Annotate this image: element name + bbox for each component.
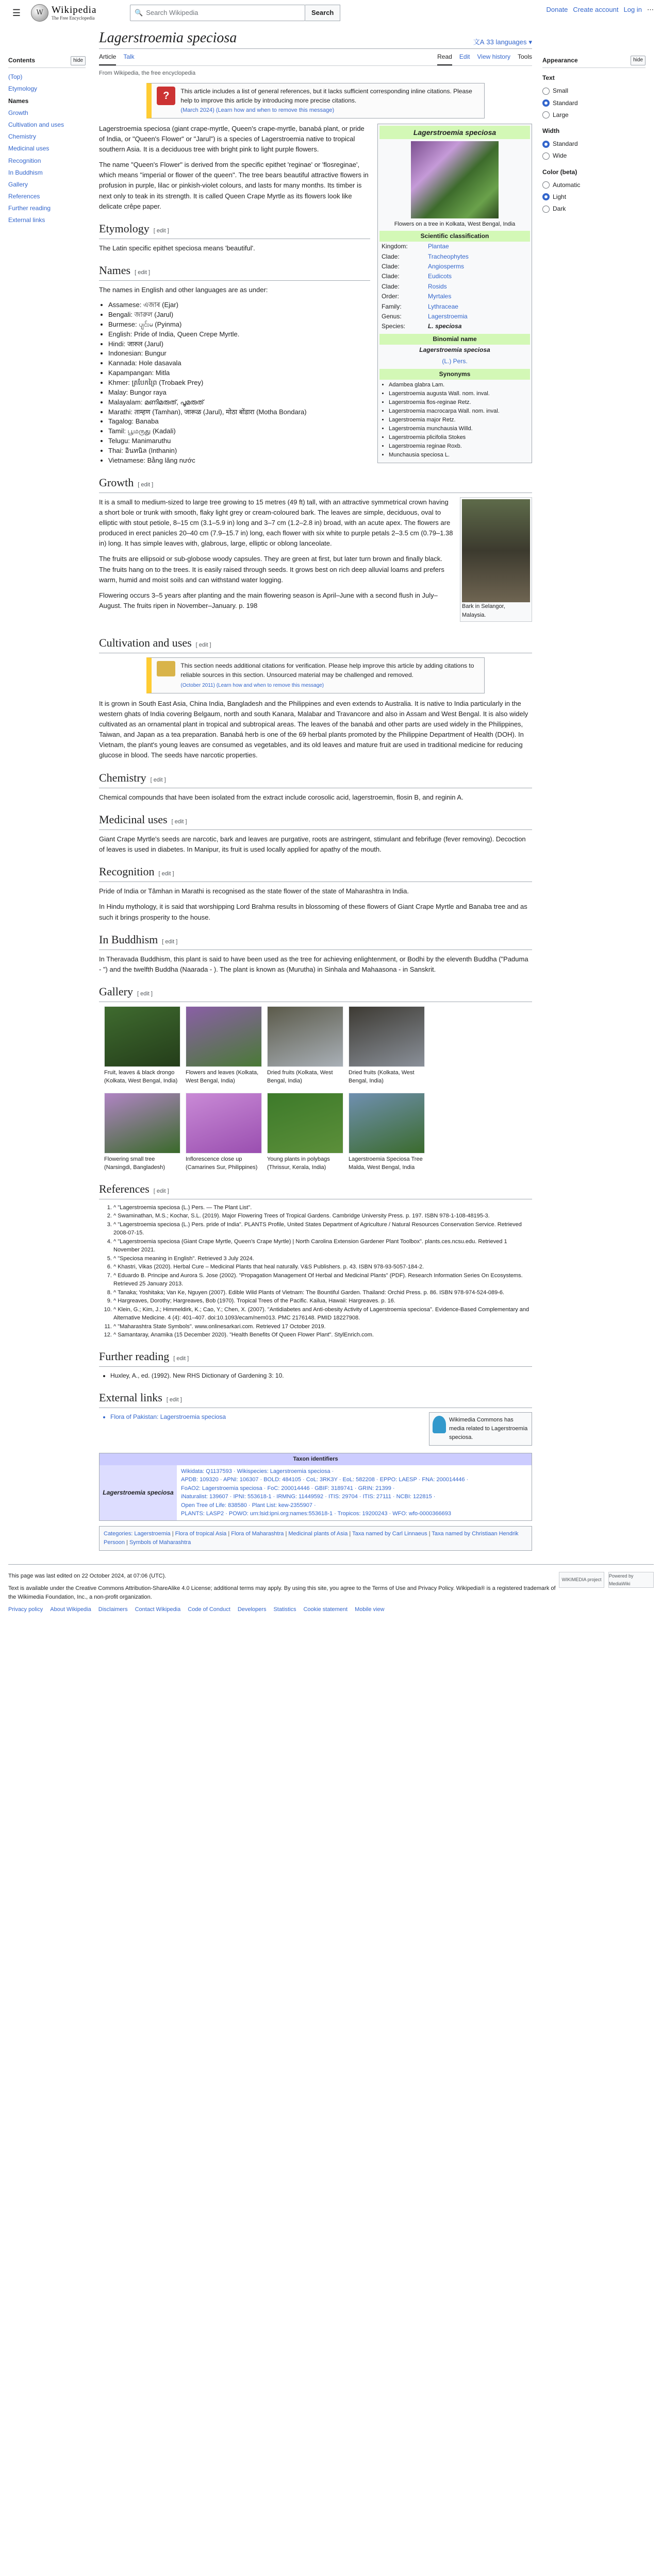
text-size-label: Text — [542, 74, 555, 82]
gallery-image[interactable] — [104, 1093, 180, 1154]
radio-option-text_opts[interactable] — [542, 109, 646, 121]
name-item: • English: Pride of India, Queen Crepe Myrtle. — [108, 330, 532, 340]
footer-link[interactable]: Disclaimers — [98, 1606, 128, 1613]
last-edited: This page was last edited on 22 October 2024, at 07:06 (UTC). — [8, 1573, 167, 1580]
names-heading — [99, 262, 370, 281]
image-gallery — [104, 1006, 532, 1172]
book-icon — [157, 661, 175, 676]
toc-hide-button[interactable]: hide — [71, 56, 86, 65]
further-reading-item: • Huxley, A., ed. (1992). New RHS Dictionary of Gardening 3: 10. — [110, 1371, 532, 1381]
radio-button-icon — [542, 141, 550, 148]
gallery-caption: Fruit, leaves & black drongo (Kolkata, West Bengal, India) — [104, 1070, 178, 1084]
toc-item[interactable]: Chemistry — [8, 133, 37, 141]
radio-option-text_opts[interactable] — [542, 97, 646, 109]
radio-option-color_opts[interactable] — [542, 191, 646, 203]
taxon-line[interactable]: Wikidata: Q1137593 · Wikispecies: Lagerstroemia speciosa · — [181, 1468, 334, 1475]
user-links — [546, 5, 654, 15]
recognition-paragraph-2: In Hindu mythology, it is said that worshipping Lord Brahma results in blossoming of these flowers of Giant Crape Myrtle and Banaba tree and as such it brings prosperity to the house. — [99, 903, 527, 921]
edit-link[interactable]: [ edit ] — [138, 481, 154, 488]
classification-row — [379, 312, 530, 321]
names-intro: The names in English and other languages are as under: — [99, 286, 268, 294]
toc-item[interactable]: Growth — [8, 109, 28, 116]
infobox-image[interactable] — [411, 141, 499, 218]
synonym-item: • Lagerstroemia macrocarpa Wall. nom. inval. — [389, 408, 528, 416]
taxon-identifiers — [99, 1453, 532, 1521]
footer-link[interactable]: Code of Conduct — [188, 1606, 230, 1613]
toc-item[interactable]: External links — [8, 216, 45, 224]
gallery-image[interactable] — [267, 1006, 343, 1067]
growth-heading — [99, 474, 532, 493]
taxon-line[interactable]: Open Tree of Life: 838580 · Plant List: kew-2355907 · — [181, 1502, 316, 1509]
radio-button-icon — [542, 88, 550, 95]
cultivation-title: Cultivation and uses — [99, 636, 192, 649]
edit-link[interactable]: [ edit ] — [162, 938, 178, 945]
intro-paragraph-2: The name "Queen's Flower" is derived from the specific epithet 'reginae' or 'flosreginae', which means "imperial or flower of the queen". The tree bears beautiful attractive flowers in profusion in purple, lilac or pinkish-violet colours, and lasts for many months. Its timber is next only to teak in its strength. It is called Queen Crape Myrtle as its flowers look like delicate crêpe paper. — [99, 161, 369, 210]
classification-value[interactable]: Lythraceae — [428, 302, 458, 310]
page-title: Lagerstroemia speciosa — [99, 30, 237, 46]
radio-button-icon — [542, 99, 550, 107]
tab-tools[interactable]: Tools — [517, 53, 532, 61]
toc-item[interactable]: Gallery — [8, 180, 28, 188]
gallery-item — [104, 1093, 180, 1172]
classification-row — [379, 302, 530, 312]
cultivation-paragraph: It is grown in South East Asia, China India, Bangladesh and the Philippines and even extends to Australia. It is native to India particularly in the western ghats of India covering Belgaum, north and south Kanara, Malabar and Travancore and also in Assam and West Bengal. It is also widely cultivated as an ornamental plant in tropical and subtropical areas. The leaves of the banabá and other parts are used widely in the Philippines, Taiwan, and Japan as a tea preparation. Banabá herb is one of the 69 herbal plants promoted by the Philippine Department of Health (DOH). In Vietnam, the plant's young leaves are consumed as vegetables, and its old leaves and mature fruit are used in traditional medicine for reducing glucose in blood. The seeds have narcotic properties. — [99, 699, 528, 759]
classification-value[interactable]: Eudicots — [428, 273, 452, 280]
radio-button-icon — [542, 206, 550, 213]
gallery-image[interactable] — [349, 1093, 425, 1154]
classification-value[interactable]: Plantae — [428, 243, 449, 250]
table-of-contents — [8, 26, 86, 1551]
article-main — [99, 26, 532, 1551]
medicinal-text: Giant Crape Myrtle's seeds are narcotic, bark and leaves are purgative, roots are astringent, stimulant and febrifuge (fever removing). Decoction of leaves is used in diabetes. In Manipur, its fruit is used locally applied for apathy of the mouth. — [99, 835, 526, 853]
classification-rank: Genus: — [382, 313, 402, 320]
main-menu-icon[interactable]: ☰ — [12, 7, 21, 18]
gallery-heading — [99, 983, 532, 1002]
logo-name: Wikipedia — [52, 4, 97, 15]
reference-item: 11. ^ "Maharashtra State Symbols". www.onlinesarkari.com. Retrieved 17 October 2019. — [113, 1323, 532, 1331]
synonym-item: • Adambea glabra Lam. — [389, 381, 528, 389]
binomial-authority[interactable]: (L.) Pers. — [442, 357, 468, 365]
name-item: • Marathi: ताम्हण (Tamhan), जारूळ (Jarul), मोठा बोंडारा (Motha Bondara) — [108, 408, 532, 417]
search-form — [130, 5, 340, 21]
reference-item: 1. ^ "Lagerstroemia speciosa (L.) Pers. — The Plant List". — [113, 1204, 532, 1212]
radio-label: Large — [553, 111, 569, 118]
synonym-item: • Lagerstroemia augusta Wall. nom. inval. — [389, 390, 528, 398]
name-item: • Kannada: Hole dasavala — [108, 359, 532, 368]
classification-row — [379, 282, 530, 292]
bark-image[interactable] — [462, 499, 530, 602]
external-links-title: External links — [99, 1391, 162, 1404]
classification-value[interactable]: Angiosperms — [428, 263, 465, 270]
gallery-caption: Flowering small tree (Narsingdi, Bangladesh) — [104, 1156, 166, 1171]
category-link[interactable]: Lagerstroemia — [134, 1530, 171, 1537]
medicinal-title: Medicinal uses — [99, 812, 168, 826]
search-input[interactable] — [130, 5, 305, 21]
gallery-image[interactable] — [104, 1006, 180, 1067]
classification-row — [379, 252, 530, 262]
radio-label: Dark — [553, 205, 566, 213]
gallery-item — [267, 1006, 343, 1086]
reference-item: 10. ^ Klein, G.; Kim, J.; Himmeldirk, K.; Cao, Y.; Chen, X. (2007). "Antidiabetes and Anti-obesity Activity of Lagerstroemia speciosa". Evidence-Based Complementary and Alternative Medicine. 4 (4): 401–407. doi:10.1093/ecam/nem013. PMC 2176148. PMID 18227908. — [113, 1306, 532, 1323]
name-item: • Hindi: जारुल (Jarul) — [108, 340, 532, 349]
synonym-item: • Munchausia speciosa L. — [389, 451, 528, 460]
further-reading-title: Further reading — [99, 1349, 170, 1363]
radio-label: Standard — [553, 99, 578, 107]
synonym-item: • Lagerstroemia major Retz. — [389, 416, 528, 425]
radio-button-icon — [542, 181, 550, 189]
infobox-caption: Flowers on a tree in Kolkata, West Bengal, India — [394, 221, 516, 227]
gallery-image[interactable] — [186, 1006, 262, 1067]
site-header — [0, 0, 662, 26]
globe-icon: W — [31, 4, 48, 22]
appearance-title: Appearance — [542, 57, 578, 64]
name-item: • Kapampangan: Mitla — [108, 368, 532, 378]
toc-item[interactable]: Names — [8, 97, 29, 105]
footer-link[interactable]: Developers — [237, 1606, 267, 1613]
category-link[interactable]: Medicinal plants of Asia — [288, 1530, 348, 1537]
edit-link[interactable]: [ edit ] — [153, 227, 169, 234]
tab-edit[interactable]: Edit — [459, 53, 470, 61]
gallery-caption: Flowers and leaves (Kolkata, West Bengal, India) — [186, 1070, 259, 1084]
gallery-caption: Dried fruits (Kolkata, West Bengal, India) — [267, 1070, 333, 1084]
classification-rank: Clade: — [382, 263, 400, 270]
classification-value[interactable]: Rosids — [428, 282, 447, 290]
growth-paragraph-1: It is a small to medium-sized to large tree growing to 15 metres (49 ft) tall, with an attractive symmetrical crown having a short bole or trunk with smooth, flaky light grey or cream-coloured bark. The leaves are simple, deciduous, oval to elliptic with stout petiole, 8–15 cm (3.1–5.9 in) long and 3–7 cm (1.2–2.8 in) broad, with an acute apex. The flowers are produced in erect panicles 20–40 cm (7.9–15.7 in) long, each flower with six white to purple petals 2–3.5 cm (0.79–1.38 in) long. It has simple leaves with, glabrous, large, elliptic or oblong lanceolate. — [99, 498, 453, 548]
gallery-caption: Lagerstroemia Speciosa Tree Malda, West Bengal, India — [349, 1156, 423, 1171]
tab-article[interactable]: Article — [99, 51, 116, 65]
create-account-link[interactable]: Create account — [573, 6, 619, 13]
gallery-image[interactable] — [349, 1006, 425, 1067]
footer-link[interactable]: Privacy policy — [8, 1606, 43, 1613]
classification-row — [379, 262, 530, 272]
synonym-item: • Lagerstroemia reginae Roxb. — [389, 443, 528, 451]
chemistry-heading — [99, 769, 532, 788]
radio-option-color_opts[interactable] — [542, 203, 646, 215]
name-item: • Vietnamese: Bằng lăng nước — [108, 456, 532, 466]
edit-link[interactable]: [ edit ] — [153, 1188, 169, 1194]
radio-label: Light — [553, 193, 567, 200]
gallery-caption: Inflorescence close up (Camarines Sur, Philippines) — [186, 1156, 258, 1171]
name-item: • Assamese: এজাৰ (Ejar) — [108, 300, 532, 310]
mediawiki-logo[interactable]: Powered by MediaWiki — [608, 1572, 654, 1588]
references-heading — [99, 1180, 532, 1199]
classification-rank: Clade: — [382, 252, 400, 260]
radio-button-icon — [542, 193, 550, 200]
commons-text[interactable]: Wikimedia Commons has media related to Lagerstroemia speciosa. — [449, 1416, 528, 1440]
question-book-icon: ? — [157, 87, 175, 105]
radio-option-width_opts[interactable] — [542, 150, 646, 162]
categories-label[interactable]: Categories: — [104, 1530, 133, 1537]
color-label: Color (beta) — [542, 168, 577, 176]
taxon-line[interactable]: iNaturalist: 139607 · IPNI: 553618-1 · IRMNG: 11449592 · ITIS: 29704 · ITIS: 27111 · NCBI: 122815 · — [181, 1494, 436, 1500]
cultivation-heading — [99, 634, 532, 653]
donate-link[interactable]: Donate — [546, 6, 568, 13]
radio-option-color_opts[interactable] — [542, 179, 646, 191]
classification-rank: Clade: — [382, 273, 400, 280]
tab-view-history[interactable]: View history — [477, 53, 510, 61]
reference-item: 3. ^ "Lagerstroemia speciosa (L.) Pers. pride of India". PLANTS Profile, United States Department of Agriculture / Natural Resources Conservation Service. Retrieved 2008-07-15. — [113, 1221, 532, 1238]
commons-logo-icon — [433, 1416, 446, 1433]
footer-link[interactable]: Cookie statement — [303, 1606, 348, 1613]
radio-button-icon — [542, 111, 550, 118]
page-footer — [8, 1564, 654, 1624]
radio-option-text_opts[interactable] — [542, 85, 646, 97]
infobox-title: Lagerstroemia speciosa — [379, 126, 530, 139]
external-links-heading — [99, 1389, 532, 1408]
etymology-title: Etymology — [99, 222, 150, 235]
width-label: Width — [542, 127, 560, 134]
chemistry-text: Chemical compounds that have been isolated from the extract include corosolic acid, lagerstroemin, flosin B, and reginin A. — [99, 793, 464, 801]
reference-item: 4. ^ "Lagerstroemia speciosa (Giant Crape Myrtle, Queen's Crape Myrtle) | North Carolina Extension Gardener Plant Toolbox". plants.ces.ncsu.edu. Retrieved 1 November 2021. — [113, 1238, 532, 1255]
reference-item: 8. ^ Tanaka; Yoshitaka; Van Ke, Nguyen (2007). Edible Wild Plants of Vietnam: The Bountiful Garden. Thailand: Orchid Press. p. 86. ISBN 978-974-524-089-6. — [113, 1289, 532, 1297]
logo-tagline: The Free Encyclopedia — [52, 15, 95, 21]
toc-item[interactable]: Etymology — [8, 85, 38, 93]
edit-link[interactable]: [ edit ] — [158, 871, 174, 877]
buddhism-title: In Buddhism — [99, 933, 158, 946]
taxon-line[interactable]: FoAO2: Lagerstroemia speciosa · FoC: 200014446 · GBIF: 3189741 · GRIN: 21399 · — [181, 1485, 395, 1492]
language-button[interactable] — [473, 37, 532, 48]
binomial-header: Binomial name — [379, 334, 530, 345]
classification-rank: Species: — [382, 323, 406, 330]
toc-item[interactable]: Cultivation and uses — [8, 121, 64, 128]
chemistry-title: Chemistry — [99, 771, 146, 784]
name-item: • Tagalog: Banaba — [108, 417, 532, 427]
radio-label: Wide — [553, 152, 567, 160]
gallery-caption: Dried fruits (Kolkata, West Bengal, India) — [349, 1070, 415, 1084]
edit-link[interactable]: [ edit ] — [173, 1355, 189, 1362]
gallery-item — [267, 1093, 343, 1172]
toc-item[interactable]: Recognition — [8, 157, 41, 164]
bark-caption: Bark in Selangor, Malaysia. — [462, 603, 505, 618]
classification-value[interactable]: Myrtales — [428, 293, 452, 300]
toc-item[interactable]: Medicinal uses — [8, 145, 49, 152]
classification-row — [379, 321, 530, 331]
classification-rank: Order: — [382, 293, 400, 300]
classification-value[interactable]: L. speciosa — [428, 323, 462, 330]
wikimedia-logo[interactable]: WIKIMEDIA project — [559, 1572, 604, 1588]
search-icon: 🔍 — [135, 8, 143, 16]
name-item: • Malay: Bungor raya — [108, 388, 532, 398]
gallery-item — [349, 1093, 425, 1172]
search-button[interactable]: Search — [305, 5, 340, 21]
flora-of-pakistan-link[interactable]: • Flora of Pakistan: Lagerstroemia speciosa — [110, 1412, 532, 1422]
synonym-item: • Lagerstroemia munchausia Willd. — [389, 425, 528, 433]
references-list — [113, 1204, 532, 1340]
more-options-icon[interactable]: ⋯ — [647, 6, 654, 13]
synonyms-header[interactable]: Synonyms — [379, 369, 530, 380]
taxon-label: Lagerstroemia speciosa — [100, 1465, 177, 1520]
category-link[interactable]: Flora of Maharashtra — [231, 1530, 284, 1537]
classification-value[interactable]: Lagerstroemia — [428, 313, 468, 320]
verification-notice — [146, 657, 484, 693]
categories-box: Categories: Lagerstroemia | Flora of tropical Asia | Flora of Maharashtra | Medicinal plants of Asia | Taxa named by Carl Linnaeus | Taxa named by Christiaan Hendrik Persoon | Symbols of Maharashtra — [99, 1526, 532, 1551]
toc-item[interactable]: Further reading — [8, 205, 51, 212]
reference-item: 7. ^ Eduardo B. Principe and Aurora S. Jose (2002). "Propagation Management Of Herbal and Medicinal Plants" (PDF). Research Information Series On Ecosystems. Retrieved 25 January 2013. — [113, 1272, 532, 1289]
recognition-paragraph-1: Pride of India or Tâmhan in Marathi is recognised as the state flower of the state of Maharashtra in India. — [99, 887, 409, 895]
classification-rank: Kingdom: — [382, 243, 408, 250]
name-item: • Burmese: ပျင်းမ (Pyinma) — [108, 320, 532, 330]
footer-link[interactable]: Mobile view — [355, 1606, 385, 1613]
footer-link[interactable]: About Wikipedia — [50, 1606, 91, 1613]
binomial-name: Lagerstroemia speciosa — [419, 346, 490, 354]
toc-item[interactable]: References — [8, 193, 40, 200]
taxon-header: Taxon identifiers — [100, 1453, 532, 1465]
gallery-caption: Young plants in polybags (Thrissur, Kerala, India) — [267, 1156, 330, 1171]
category-link[interactable]: Flora of tropical Asia — [175, 1530, 227, 1537]
taxon-line[interactable]: APDB: 109320 · APNI: 106307 · BOLD: 484105 · CoL: 3RK3Y · EoL: 582208 · EPPO: LAESP · FNA: 200014446 · — [181, 1477, 469, 1483]
bark-thumbnail[interactable] — [460, 497, 532, 622]
reference-item: 6. ^ Khastri, Vikas (2020). Herbal Cure – Medicinal Plants that heal naturally. V&S Publishers. p. 43. ISBN 978-93-5057-184-2. — [113, 1263, 532, 1272]
citation-notice — [146, 83, 484, 118]
gallery-item — [349, 1006, 425, 1086]
chevron-down-icon: ▾ — [528, 38, 532, 46]
license-text: Text is available under the Creative Commons Attribution-ShareAlike 4.0 License; additional terms may apply. By using this site, you agree to the Terms of Use and Privacy Policy. Wikipedia® is a registered trademark of the Wikimedia Foundation, Inc., a non-profit organization. — [8, 1585, 556, 1601]
intro-paragraph-1: Lagerstroemia speciosa (giant crape-myrtle, Queen's crape-myrtle, banabá plant, or pride of India, or "Queen's Flower" or "Jarul") is a species of Lagerstroemia native to tropical southern Asia. It is a deciduous tree with bright pink to light purple flowers. — [99, 124, 365, 153]
citation-notice-date[interactable]: (March 2024) (Learn how and when to remove this message) — [180, 107, 335, 114]
synonym-item: • Lagerstroemia plicifolia Stokes — [389, 434, 528, 442]
category-link[interactable]: Taxa named by Christiaan Hendrik Persoon — [104, 1530, 519, 1546]
medicinal-heading — [99, 811, 532, 830]
classification-value[interactable]: Tracheophytes — [428, 252, 469, 260]
growth-paragraph-2: The fruits are ellipsoid or sub-globose woody capsules. They are green at first, but later turn brown and finally black. The fruits hang on to the trees. It is easily raised through seeds. It grows best on rich deep alluvial loams and prefers warm, humid and moist soils and can withstand water logging. — [99, 555, 444, 584]
name-item: • Tamil: பூமருது (Kadali) — [108, 427, 532, 436]
names-title: Names — [99, 264, 131, 277]
radio-button-icon — [542, 152, 550, 160]
name-item: • Indonesian: Bungur — [108, 349, 532, 359]
search-placeholder: Search Wikipedia — [146, 8, 198, 16]
edit-link[interactable]: [ edit ] — [171, 818, 187, 825]
infobox — [377, 124, 532, 463]
edit-link[interactable]: [ edit ] — [150, 776, 166, 783]
verification-notice-text: This section needs additional citations for verification. Please help improve this article by adding citations to reliable sources in this section. Unsourced material may be challenged and removed. — [180, 662, 474, 679]
etymology-text: The Latin specific epithet speciosa means 'beautiful'. — [99, 244, 255, 252]
further-reading-heading — [99, 1348, 532, 1367]
reference-item: 12. ^ Samantaray, Anamika (15 December 2020). "Health Benefits Of Queen Flower Plant". StylEnrich.com. — [113, 1331, 532, 1340]
name-item: • Thai: อินทนิล (Inthanin) — [108, 446, 532, 456]
classification-row — [379, 292, 530, 301]
reference-item: 9. ^ Hargreaves, Dorothy; Hargreaves, Bob (1970). Tropical Trees of the Pacific. Kailua, Hawaii: Hargreaves. p. 16. — [113, 1297, 532, 1306]
synonym-item: • Lagerstroemia flos-reginae Retz. — [389, 399, 528, 407]
gallery-item — [186, 1006, 262, 1086]
name-item: • Malayalam: മണിമരുത്, പൂമരുത് — [108, 398, 532, 408]
gallery-image[interactable] — [186, 1093, 262, 1154]
radio-label: Small — [553, 87, 569, 95]
gallery-title: Gallery — [99, 985, 133, 998]
name-item: • Telugu: Manimaruthu — [108, 436, 532, 446]
tab-read[interactable]: Read — [437, 51, 452, 65]
radio-label: Standard — [553, 140, 578, 148]
footer-link[interactable]: Statistics — [273, 1606, 296, 1613]
recognition-title: Recognition — [99, 865, 155, 878]
taxon-line[interactable]: PLANTS: LASP2 · POWO: urn:lsid:ipni.org:names:553618-1 · Tropicos: 19200243 · WFO: wfo-0000366693 — [181, 1511, 451, 1517]
buddhism-heading — [99, 931, 532, 950]
classification-rank: Clade: — [382, 282, 400, 290]
toc-title: Contents — [8, 57, 35, 64]
etymology-heading — [99, 220, 370, 239]
reference-item: 2. ^ Swaminathan, M.S.; Kochar, S.L. (2019). Major Flowering Trees of Tropical Gardens. Cambridge University Press. p. 197. ISBN 978-1-108-48195-3. — [113, 1212, 532, 1221]
toc-item[interactable]: (Top) — [8, 73, 23, 81]
classification-row — [379, 242, 530, 251]
reference-item: 5. ^ "Speciosa meaning in English". Retrieved 3 July 2024. — [113, 1255, 532, 1263]
appearance-hide-button[interactable]: hide — [631, 56, 646, 65]
edit-link[interactable]: [ edit ] — [166, 1396, 182, 1403]
references-title: References — [99, 1182, 150, 1195]
translate-icon: 文A — [473, 38, 485, 46]
growth-title: Growth — [99, 476, 134, 489]
name-item: • Khmer: ត្របែកព្រៃ (Trobaek Prey) — [108, 378, 532, 388]
from-wikipedia: From Wikipedia, the free encyclopedia — [99, 70, 196, 76]
toc-item[interactable]: In Buddhism — [8, 168, 43, 176]
footer-link[interactable]: Contact Wikipedia — [135, 1606, 181, 1613]
gallery-item — [104, 1006, 180, 1086]
login-link[interactable]: Log in — [623, 6, 642, 13]
gallery-image[interactable] — [267, 1093, 343, 1154]
appearance-panel — [542, 26, 646, 1551]
classification-row — [379, 272, 530, 281]
edit-link[interactable]: [ edit ] — [135, 269, 151, 276]
classification-rank: Family: — [382, 302, 402, 310]
category-link[interactable]: Symbols of Maharashtra — [129, 1539, 191, 1546]
gallery-item — [186, 1093, 262, 1172]
tab-talk[interactable]: Talk — [123, 53, 135, 61]
category-link[interactable]: Taxa named by Carl Linnaeus — [352, 1530, 427, 1537]
buddhism-text: In Theravada Buddhism, this plant is said to have been used as the tree for achieving enlightenment, or Bodhi by the eleventh Buddha ("Paduma - ") and the twelfth Buddha (Naarada - ). The plant is known as (Murutha) in Sinhala and Mahaasona - in Sanskrit. — [99, 955, 528, 973]
verification-notice-date[interactable]: (October 2011) (Learn how and when to remove this message) — [180, 683, 324, 689]
commons-box — [429, 1412, 532, 1446]
radio-option-width_opts[interactable] — [542, 138, 646, 150]
wikipedia-logo[interactable] — [31, 4, 119, 22]
recognition-heading — [99, 863, 532, 882]
scientific-classification-header: Scientific classification — [379, 231, 530, 242]
edit-link[interactable]: [ edit ] — [195, 641, 211, 648]
name-item: • Bengali: জারুল (Jarul) — [108, 310, 532, 320]
radio-label: Automatic — [553, 181, 581, 189]
edit-link[interactable]: [ edit ] — [137, 991, 153, 997]
citation-notice-text: This article includes a list of general references, but it lacks sufficient corresponding inline citations. Please help to improve this article by introducing more precise citations. — [180, 88, 472, 105]
language-count: 33 languages — [486, 38, 527, 46]
growth-paragraph-3: Flowering occurs 3–5 years after planting and the main flowering season is April–June with a second flush in July–August. The fruits ripen in November–January. p. 198 — [99, 591, 438, 609]
